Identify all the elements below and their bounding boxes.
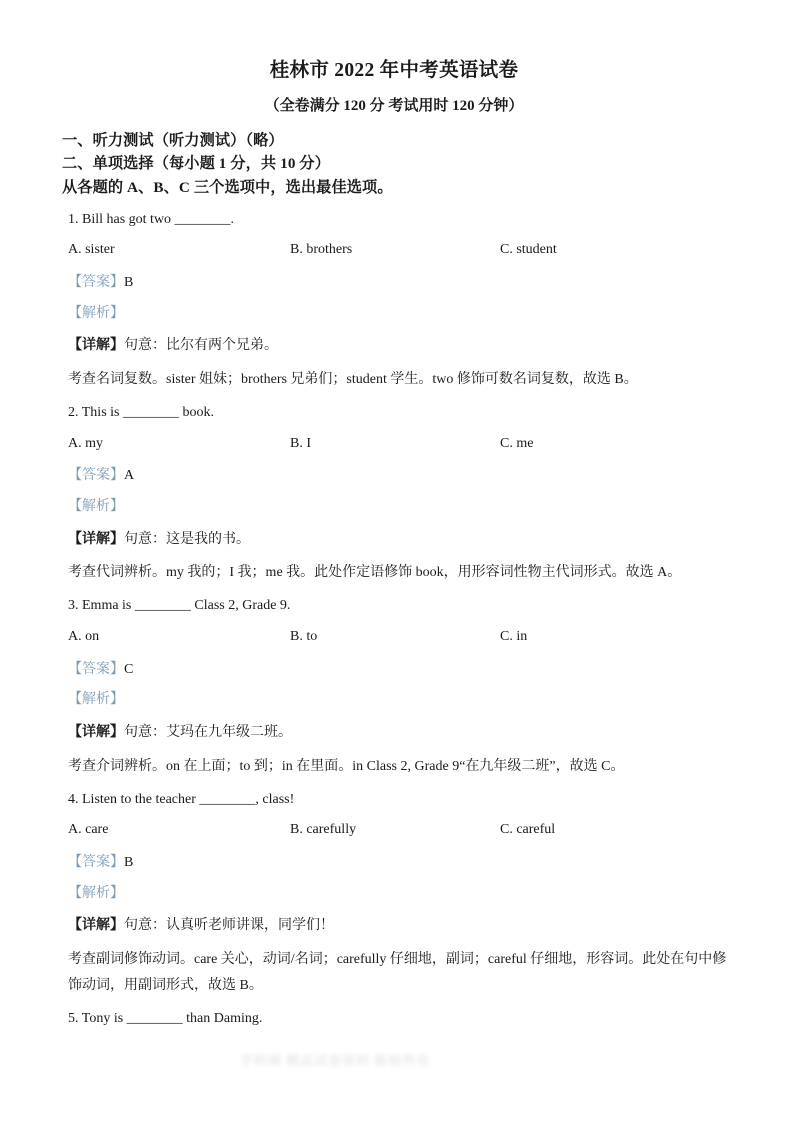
detail-tag: 【详解】	[68, 918, 124, 934]
question-block-4	[62, 789, 732, 999]
answer-line	[68, 852, 732, 874]
option-a[interactable]: A. on	[68, 628, 100, 644]
question-block-3	[62, 595, 732, 779]
option-a[interactable]: A. my	[68, 435, 103, 451]
page-title: 桂林市 2022 年中考英语试卷	[269, 60, 519, 81]
question-options	[68, 433, 732, 455]
option-b[interactable]: B. to	[290, 628, 318, 644]
answer-line	[68, 659, 732, 681]
detail-line	[68, 722, 732, 744]
detail-text: 句意：这是我的书。	[124, 531, 250, 547]
option-c[interactable]: C. me	[500, 435, 534, 451]
analysis-line	[68, 883, 732, 905]
detail-line	[68, 529, 732, 551]
answer-value: B	[124, 274, 134, 290]
explanation-text: 考查介词辨析。on 在上面；to 到；in 在里面。in Class 2, Grade 9“在九年级二班”，故选 C。	[68, 758, 625, 774]
analysis-line	[68, 496, 732, 518]
document-content	[62, 58, 732, 1029]
question-block-1	[62, 209, 732, 393]
detail-line	[68, 915, 732, 937]
question-stem: 3. Emma is ________ Class 2, Grade 9.	[68, 598, 291, 614]
detail-text: 句意：艾玛在九年级二班。	[124, 724, 292, 740]
option-b[interactable]: B. brothers	[290, 242, 353, 258]
detail-tag: 【详解】	[68, 724, 124, 740]
question-block-2	[62, 402, 732, 586]
question-options	[68, 819, 732, 841]
analysis-line	[68, 303, 732, 325]
option-a[interactable]: A. care	[68, 822, 109, 838]
section-heading-multiple-choice: 二、单项选择（每小题 1 分，共 10 分）	[62, 155, 330, 173]
option-c[interactable]: C. student	[500, 242, 557, 258]
explanation-text: 考查副词修饰动词。care 关心，动词/名词；carefully 仔细地，副词；careful 仔细地，形容词。此处在句中修饰动词，用副词形式，故选 B。	[68, 951, 727, 993]
option-b[interactable]: B. I	[290, 435, 311, 451]
analysis-tag: 【解析】	[68, 692, 124, 708]
analysis-line	[68, 689, 732, 711]
question-stem: 2. This is ________ book.	[68, 404, 214, 420]
question-stem: 1. Bill has got two ________.	[68, 211, 235, 227]
option-b[interactable]: B. carefully	[290, 822, 357, 838]
question-block-5	[62, 1008, 732, 1030]
detail-line	[68, 335, 732, 357]
analysis-tag: 【解析】	[68, 885, 124, 901]
section-heading-listening: 一、听力测试（听力测试）（略）	[62, 131, 284, 149]
analysis-tag: 【解析】	[68, 498, 124, 514]
explanation-text: 考查代词辨析。my 我的；I 我；me 我。此处作定语修饰 book，用形容词性物主代词形式。故选 A。	[68, 565, 682, 581]
detail-text: 句意：比尔有两个兄弟。	[124, 338, 278, 354]
question-options	[68, 239, 732, 261]
footer-watermark	[240, 1051, 558, 1071]
question-stem: 5. Tony is ________ than Daming.	[68, 1010, 263, 1026]
answer-line	[68, 272, 732, 294]
option-c[interactable]: C. careful	[500, 822, 556, 838]
explanation-text: 考查名词复数。sister 姐妹；brothers 兄弟们；student 学生。two 修饰可数名词复数，故选 B。	[68, 371, 638, 387]
answer-tag: 【答案】	[68, 468, 124, 484]
answer-value: C	[124, 661, 134, 677]
watermark-text: 学科网 精品试卷资料 版权所有	[240, 1053, 431, 1068]
detail-tag: 【详解】	[68, 338, 124, 354]
option-a[interactable]: A. sister	[68, 242, 115, 258]
analysis-tag: 【解析】	[68, 305, 124, 321]
answer-tag: 【答案】	[68, 274, 124, 290]
question-stem: 4. Listen to the teacher ________, class!	[68, 791, 295, 807]
answer-line	[68, 465, 732, 487]
detail-text: 句意：认真听老师讲课，同学们！	[124, 918, 334, 934]
answer-tag: 【答案】	[68, 661, 124, 677]
answer-tag: 【答案】	[68, 854, 124, 870]
answer-value: B	[124, 854, 134, 870]
option-c[interactable]: C. in	[500, 628, 528, 644]
answer-value: A	[124, 468, 135, 484]
detail-tag: 【详解】	[68, 531, 124, 547]
exam-subtitle: （全卷满分 120 分 考试用时 120 分钟）	[264, 98, 524, 115]
question-options	[68, 626, 732, 648]
section-instruction: 从各题的 A、B、C 三个选项中，选出最佳选项。	[62, 178, 393, 196]
